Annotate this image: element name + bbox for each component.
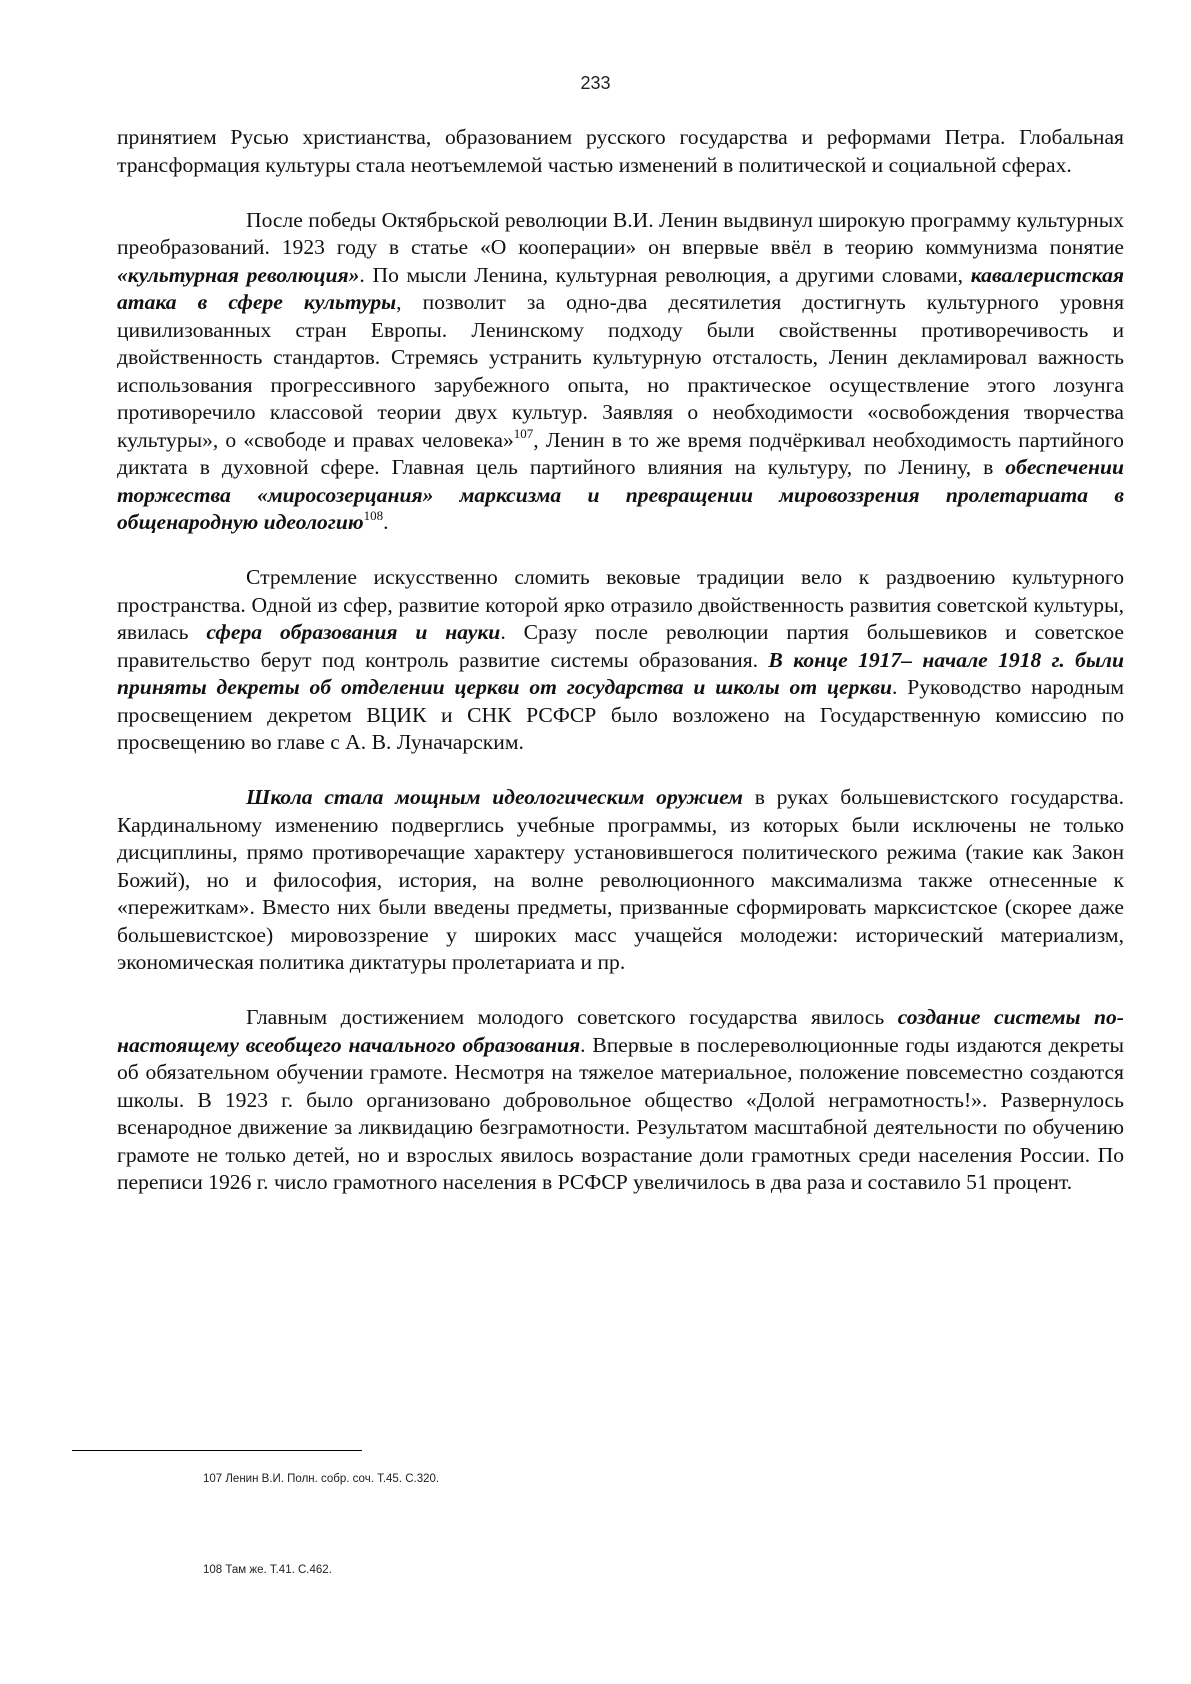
footnote-107: 107 Ленин В.И. Полн. собр. соч. Т.45. С.320. xyxy=(203,1473,440,1485)
footnote-108: 108 Там же. Т.41. С.462. xyxy=(203,1564,332,1576)
text-run: Стремление искусственно сломить вековые традиции вело к раздвоению культурного пространства. Одной из сфер, развитие которой ярко отразило двойственность развития советской культуры, явилась xyxy=(117,565,1124,644)
text-run: После победы Октябрьской революции В.И. Ленин выдвинул широкую программу культурных преобразований. 1923 году в статье «О кооперации» он впервые ввёл в теорию коммунизма понятие xyxy=(117,207,1124,259)
text-run: . xyxy=(383,510,389,534)
text-run: . Впервые в послереволюционные годы издаются декреты об обязательном обучении грамоте. Несмотря на тяжелое материальное, положение повсеместно создаются школы. В 1923 г. было организовано добровольное общество «Долой неграмотность!». Развернулось всенародное движение за ликвидацию безграмотности. Результатом масштабной деятельности по обучению грамоте не только детей, но и взрослых явилось возрастание доли грамотных среди населения России. По переписи 1926 г. число грамотного населения в РСФСР увеличилось в два раза и составило 51 процент. xyxy=(117,1032,1124,1194)
text-run: , позволит за одно-два десятилетия достигнуть культурного уровня цивилизованных стран Европы. Ленинскому подходу были свойственны противоречивость и двойственность стандартов. Стремясь устранить культурную отсталость, Ленин декламировал важность использования прогрессивного зарубежного опыта, но практическое осуществление этого лозунга противоречило классовой теории двух культур. Заявляя о необходимости «освобождения творчества культуры», о «свободе и правах человека» xyxy=(117,290,1124,452)
emphasized-text: «культурная революция» xyxy=(117,262,360,287)
text-run: принятием Русью христианства, образованием русского государства и реформами Петра. Глобальная трансформация культуры стала неотъемлемой частью изменений в политической и социальной сферах. xyxy=(117,125,1124,177)
text-run: , Ленин в то же время подчёркивал необходимость партийного диктата в духовной сфере. Главная цель партийного влияния на культуру, по Ленину, в xyxy=(117,427,1124,479)
footnote-separator xyxy=(72,1450,362,1451)
body-text xyxy=(117,124,1124,1197)
footnote-ref: 108 xyxy=(363,508,384,523)
emphasized-text: В конце 1917– начале 1918 г. были приняты декреты об отделении церкви от государства и школы от церкви xyxy=(117,647,1124,699)
text-run: . Сразу после революции партия большевиков и советское правительство берут под контроль развитие системы образования. xyxy=(117,620,1124,672)
paragraph-4 xyxy=(117,784,1124,977)
emphasized-text: обеспечении торжества «миросозерцания» марксизма и превращении мировоззрения пролетариата в общенародную идеологию xyxy=(117,455,1124,534)
emphasized-text: сфера образования и науки xyxy=(206,620,501,644)
emphasized-text: создание системы по-настоящему всеобщего начального образования xyxy=(117,1005,1124,1057)
text-run: в руках большевистского государства. Кардинальному изменению подверглись учебные программы, из которых были исключены не только дисциплины, прямо противоречащие характеру установившегося политического режима (такие как Закон Божий), но и философия, история, на волне революционного максимализма также отнесенные к «пережиткам». Вместо них были введены предметы, призванные сформировать марксистское (скорее даже большевистское) мировоззрение у широких масс учащейся молодежи: исторический материализм, экономическая политика диктатуры пролетариата и пр. xyxy=(117,785,1124,974)
text-run: . По мысли Ленина, культурная революция, а другими словами, xyxy=(359,262,971,287)
emphasized-text: кавалеристская атака в сфере культуры xyxy=(117,262,1124,314)
emphasized-text: Школа стала мощным идеологическим оружием xyxy=(246,785,743,809)
text-run: . Руководство народным просвещением декретом ВЦИК и СНК РСФСР было возложено на Государственную комиссию по просвещению во главе с А. В. Луначарским. xyxy=(117,675,1124,754)
footnote-ref: 107 xyxy=(513,425,534,441)
paragraph-2 xyxy=(117,207,1124,537)
text-run: Главным достижением молодого советского государства явилось xyxy=(246,1005,898,1029)
paragraph-1 xyxy=(117,124,1124,179)
page-number: 233 xyxy=(580,73,611,93)
paragraph-5 xyxy=(117,1004,1124,1197)
paragraph-3 xyxy=(117,564,1124,757)
